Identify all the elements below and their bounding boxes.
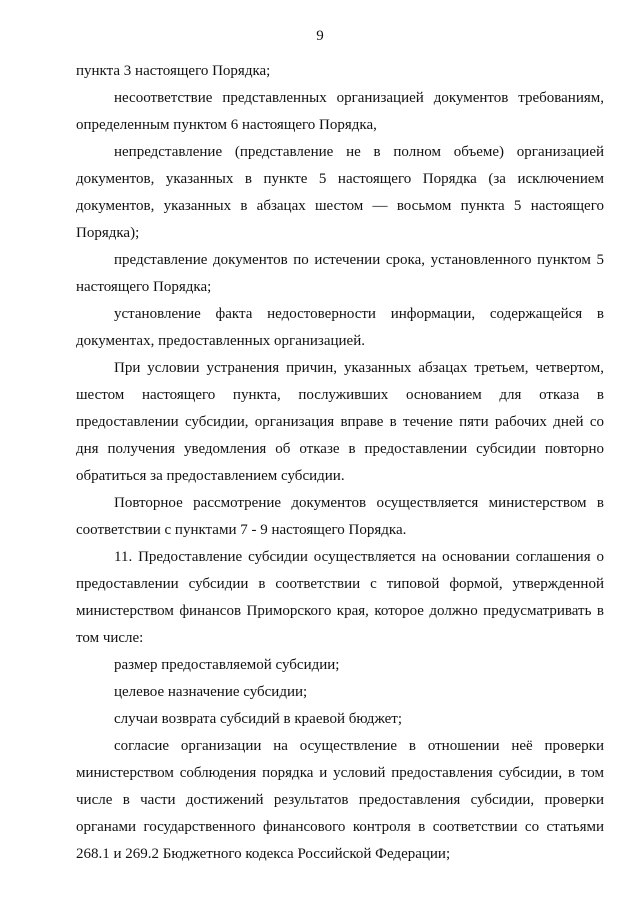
list-item-subsidy-amount: размер предоставляемой субсидии;	[114, 657, 340, 673]
paragraph-nonsubmission: непредставление (представление не в полном объеме) организацией документов, указанных в пункте 5 настоящего Порядка (за исключением документов, указанных в абзацах шестом — восьмом пункта 5 настоящего Порядка);	[76, 144, 604, 241]
list-item-inspection-consent: согласие организации на осуществление в отношении неё проверки министерством соблюдения порядка и условий предоставления субсидии, в том числе в части достижений результатов предоставления субсидии, проверки органами государственного финансового контроля в соответствии со статьями 268.1 и 269.2 Бюджетного кодекса Российской Федерации;	[76, 738, 604, 862]
list-item-subsidy-purpose: целевое назначение субсидии;	[114, 684, 308, 700]
paragraph-unreliable-info: установление факта недостоверности информации, содержащейся в документах, предоставленных организацией.	[76, 306, 604, 349]
paragraph-continuation: пункта 3 настоящего Порядка;	[76, 63, 271, 79]
paragraph-late-submission: представление документов по истечении срока, установленного пунктом 5 настоящего Порядка;	[76, 252, 604, 295]
paragraph-nonconformity: несоответствие представленных организацией документов требованиям, определенным пунктом 6 настоящего Порядка,	[76, 90, 604, 133]
paragraph-repeat-review: Повторное рассмотрение документов осуществляется министерством в соответствии с пунктами 7 - 9 настоящего Порядка.	[76, 495, 604, 538]
list-item-refund-cases: случаи возврата субсидий в краевой бюджет;	[114, 711, 402, 727]
paragraph-resubmission-conditions: При условии устранения причин, указанных абзацах третьем, четвертом, шестом настоящего пункта, послуживших основанием для отказа в предоставлении субсидии, организация вправе в течение пяти рабочих дней со дня получения уведомления об отказе в предоставлении субсидии повторно обратиться за предоставлением субсидии.	[76, 360, 604, 484]
page-number: 9	[316, 28, 324, 44]
document-body	[76, 58, 604, 868]
paragraph-item-11: 11. Предоставление субсидии осуществляется на основании соглашения о предоставлении субсидии в соответствии с типовой формой, утвержденной министерством финансов Приморского края, которое должно предусматривать в том числе:	[76, 549, 604, 646]
